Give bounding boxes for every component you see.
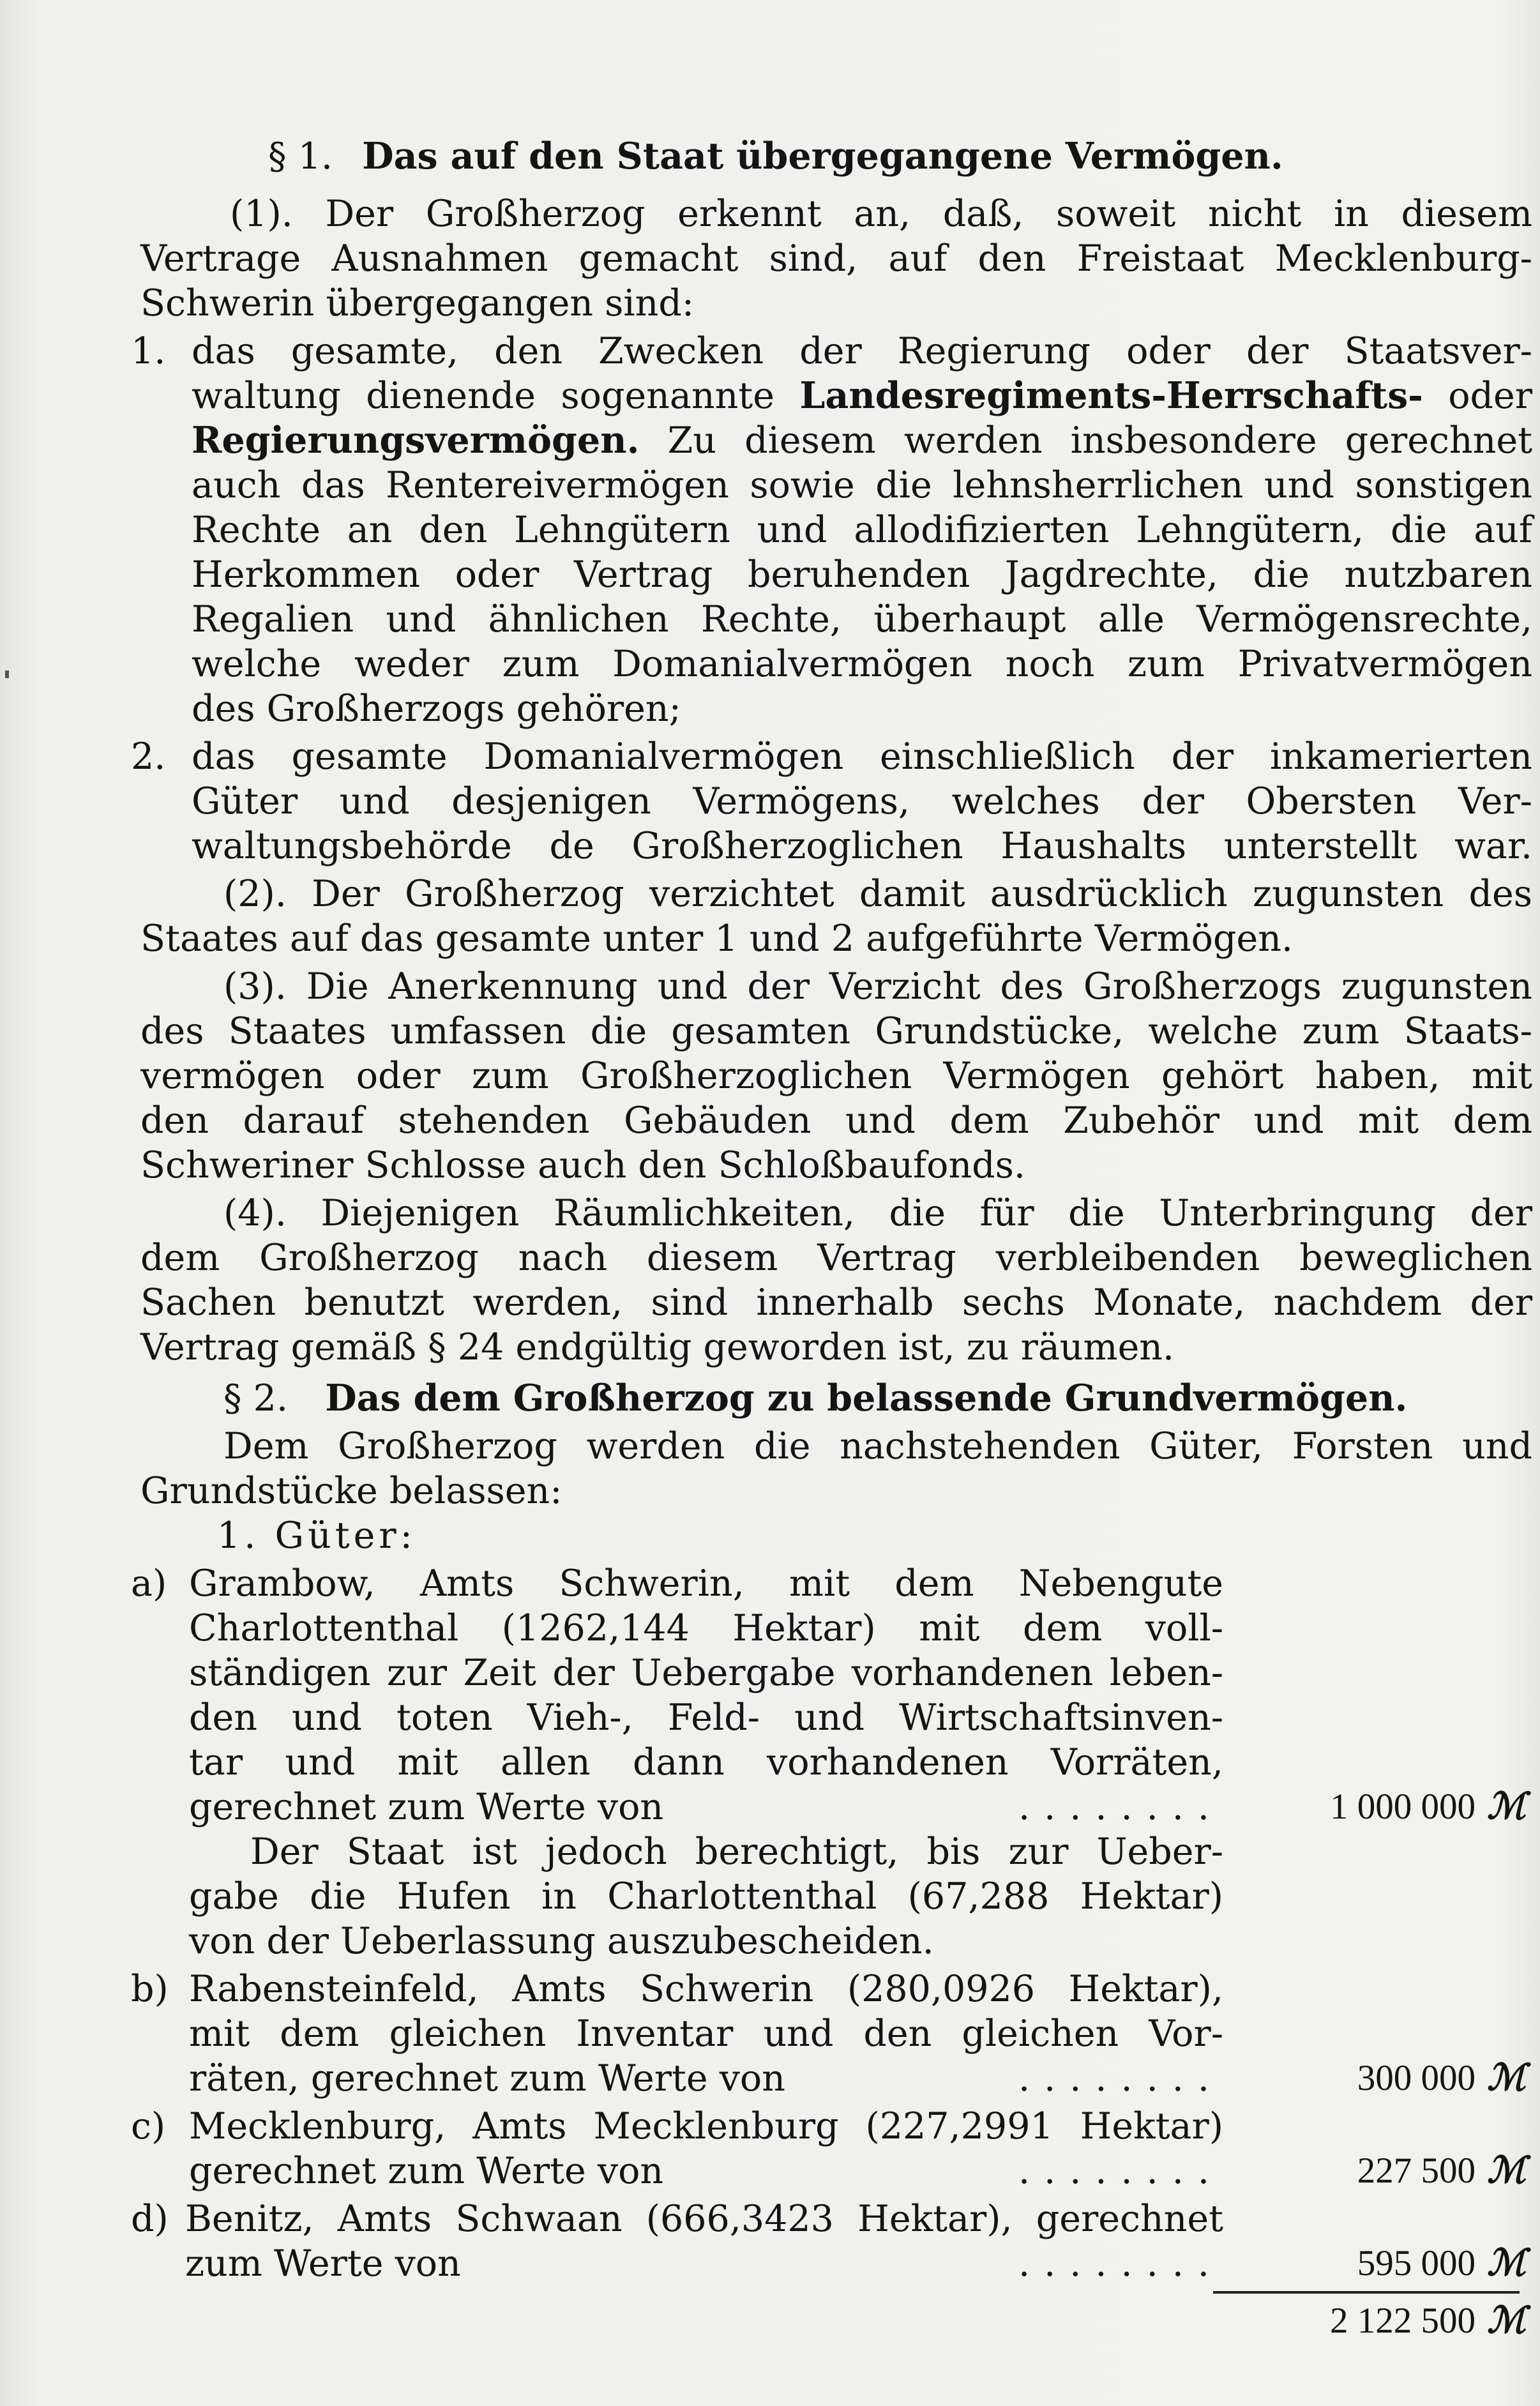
section-number: § 2. <box>223 1377 289 1419</box>
paragraph-line: vermögen oder zum Großherzoglichen Vermögen gehört haben, mit <box>140 1055 1532 1097</box>
paragraph-line: Dem Großherzog werden die nachstehenden Güter, Forsten und <box>223 1425 1532 1467</box>
list-item-line: welche weder zum Domanialvermögen noch zum Privatvermögen <box>192 643 1532 685</box>
paragraph-line: (3). Die Anerkennung und der Verzicht des Großherzogs zugunsten <box>223 965 1532 1008</box>
text-span: oder <box>1448 375 1532 417</box>
entry-line: Benitz, Amts Schwaan (666,3423 Hektar), gerechnet <box>185 2198 1223 2240</box>
total-amount <box>1232 2299 1526 2343</box>
entry-line: tar und mit allen dann vorhandenen Vorräten, <box>189 1741 1223 1783</box>
leader-dots: ........ <box>1018 2057 1223 2100</box>
section-title: Das dem Großherzog zu belassende Grundvermögen. <box>325 1377 1408 1419</box>
text-span: gerechnet zum Werte von <box>189 1786 664 1828</box>
amount-value: 1 000 000 <box>1330 1787 1476 1827</box>
leader-dots: ........ <box>1018 2150 1223 2192</box>
amount-value: 227 500 <box>1357 2151 1476 2191</box>
list-item-line: des Großherzogs gehören; <box>192 688 681 730</box>
list-item-line: Regalien und ähnlichen Rechte, überhaupt alle Vermögensrechte, <box>192 598 1532 640</box>
leader-dots: ........ <box>1018 2243 1223 2285</box>
paragraph-line: den darauf stehenden Gebäuden und dem Zubehör und mit dem <box>140 1100 1532 1142</box>
entry-line <box>189 2056 1223 2101</box>
list-item-line: Herkommen oder Vertrag beruhenden Jagdrechte, die nutzbaren <box>192 554 1532 596</box>
entry-line <box>185 2241 1223 2286</box>
sum-rule <box>1213 2291 1520 2294</box>
text-span: räten, gerechnet zum Werte von <box>189 2057 785 2100</box>
list-item-line: auch das Rentereivermögen sowie die lehnsherrlichen und sonstigen <box>192 464 1532 506</box>
section-2-heading <box>223 1376 1540 1421</box>
entry-label: b) <box>131 1968 169 2010</box>
paragraph-line: (2). Der Großherzog verzichtet damit ausdrücklich zugunsten des <box>223 873 1532 915</box>
list-item-line: das gesamte, den Zwecken der Regierung oder der Staatsver- <box>192 330 1532 372</box>
entry-line <box>189 2149 1223 2193</box>
paragraph-line: (4). Diejenigen Räumlichkeiten, die für die Unterbringung der <box>223 1192 1532 1234</box>
entry-line: ständigen zur Zeit der Uebergabe vorhandenen leben- <box>189 1652 1223 1694</box>
paragraph-line: (1). Der Großherzog erkennt an, daß, soweit nicht in diesem <box>230 193 1532 235</box>
bold-term: Landesregiments-Herrschafts- <box>799 374 1423 417</box>
entry-label: c) <box>131 2105 166 2147</box>
bold-term: Regierungsvermögen. <box>192 419 640 462</box>
paragraph-line: Schwerin übergegangen sind: <box>140 282 695 324</box>
currency-mark: ℳ <box>1487 2301 1526 2341</box>
amount <box>1232 2056 1526 2101</box>
currency-mark: ℳ <box>1487 2151 1526 2191</box>
currency-mark: ℳ <box>1487 2243 1526 2283</box>
item-number: 1. <box>131 330 166 372</box>
total-value: 2 122 500 <box>1330 2301 1476 2341</box>
paragraph-line: des Staates umfassen die gesamten Grundstücke, welche zum Staats- <box>140 1010 1532 1052</box>
text-span: Zu diesem werden insbesondere gerechnet <box>667 420 1532 462</box>
list-item-line: Rechte an den Lehngütern und allodifizierten Lehngütern, die auf <box>192 509 1532 551</box>
entry-label: a) <box>131 1562 167 1605</box>
amount-value: 595 000 <box>1357 2243 1476 2283</box>
list-item-line: waltungsbehörde de Großherzoglichen Haushalts unterstellt war. <box>192 825 1532 867</box>
entry-label: d) <box>131 2198 169 2240</box>
margin-mark <box>5 670 9 678</box>
paragraph-line: Sachen benutzt werden, sind innerhalb sechs Monate, nachdem der <box>140 1282 1532 1324</box>
paragraph-line: Vertrag gemäß § 24 endgültig geworden ist, zu räumen. <box>140 1326 1175 1368</box>
entry-line: von der Ueberlassung auszubescheiden. <box>189 1920 934 1962</box>
paragraph-line: Schweriner Schlosse auch den Schloßbaufonds. <box>140 1144 1026 1186</box>
paragraph-line: Grundstücke belassen: <box>140 1470 562 1512</box>
currency-mark: ℳ <box>1487 2058 1526 2098</box>
entry-line: Der Staat ist jedoch berechtigt, bis zur Ueber- <box>250 1831 1223 1873</box>
list-item-line: das gesamte Domanialvermögen einschließlich der inkamerierten <box>192 736 1532 778</box>
entry-line: Grambow, Amts Schwerin, mit dem Nebengute <box>189 1562 1223 1605</box>
entry-line: gabe die Hufen in Charlottenthal (67,288 Hektar) <box>189 1875 1223 1918</box>
text-span: zum Werte von <box>185 2243 461 2285</box>
paragraph-line: Staates auf das gesamte unter 1 und 2 aufgeführte Vermögen. <box>140 918 1294 960</box>
list-item-line <box>192 374 1532 418</box>
section-1-heading <box>268 134 1540 179</box>
subheading-gueter: 1. Güter: <box>217 1515 416 1557</box>
currency-mark: ℳ <box>1487 1787 1526 1827</box>
amount-value: 300 000 <box>1357 2058 1476 2098</box>
entry-line: mit dem gleichen Inventar und den gleichen Vor- <box>189 2013 1223 2055</box>
amount <box>1232 2149 1526 2193</box>
amount <box>1232 1785 1526 1829</box>
leader-dots: ........ <box>1018 1786 1223 1828</box>
paragraph-line: dem Großherzog nach diesem Vertrag verbleibenden beweglichen <box>140 1237 1532 1279</box>
section-title: Das auf den Staat übergegangene Vermögen. <box>362 135 1283 178</box>
text-span: gerechnet zum Werte von <box>189 2150 664 2192</box>
list-item-line <box>192 418 1532 463</box>
item-number: 2. <box>131 736 166 778</box>
entry-line <box>189 1785 1223 1829</box>
list-item-line: Güter und desjenigen Vermögens, welches der Obersten Ver- <box>192 780 1532 822</box>
paragraph-line: Vertrage Ausnahmen gemacht sind, auf den Freistaat Mecklenburg- <box>140 238 1532 280</box>
entry-line: Rabensteinfeld, Amts Schwerin (280,0926 Hektar), <box>189 1968 1223 2010</box>
entry-line: den und toten Vieh-, Feld- und Wirtschaftsinven- <box>189 1697 1223 1739</box>
text-span: waltung dienende sogenannte <box>192 375 774 417</box>
entry-line: Mecklenburg, Amts Mecklenburg (227,2991 Hektar) <box>189 2105 1223 2147</box>
entry-line: Charlottenthal (1262,144 Hektar) mit dem voll- <box>189 1607 1223 1649</box>
amount <box>1232 2241 1526 2286</box>
section-number: § 1. <box>268 135 333 178</box>
